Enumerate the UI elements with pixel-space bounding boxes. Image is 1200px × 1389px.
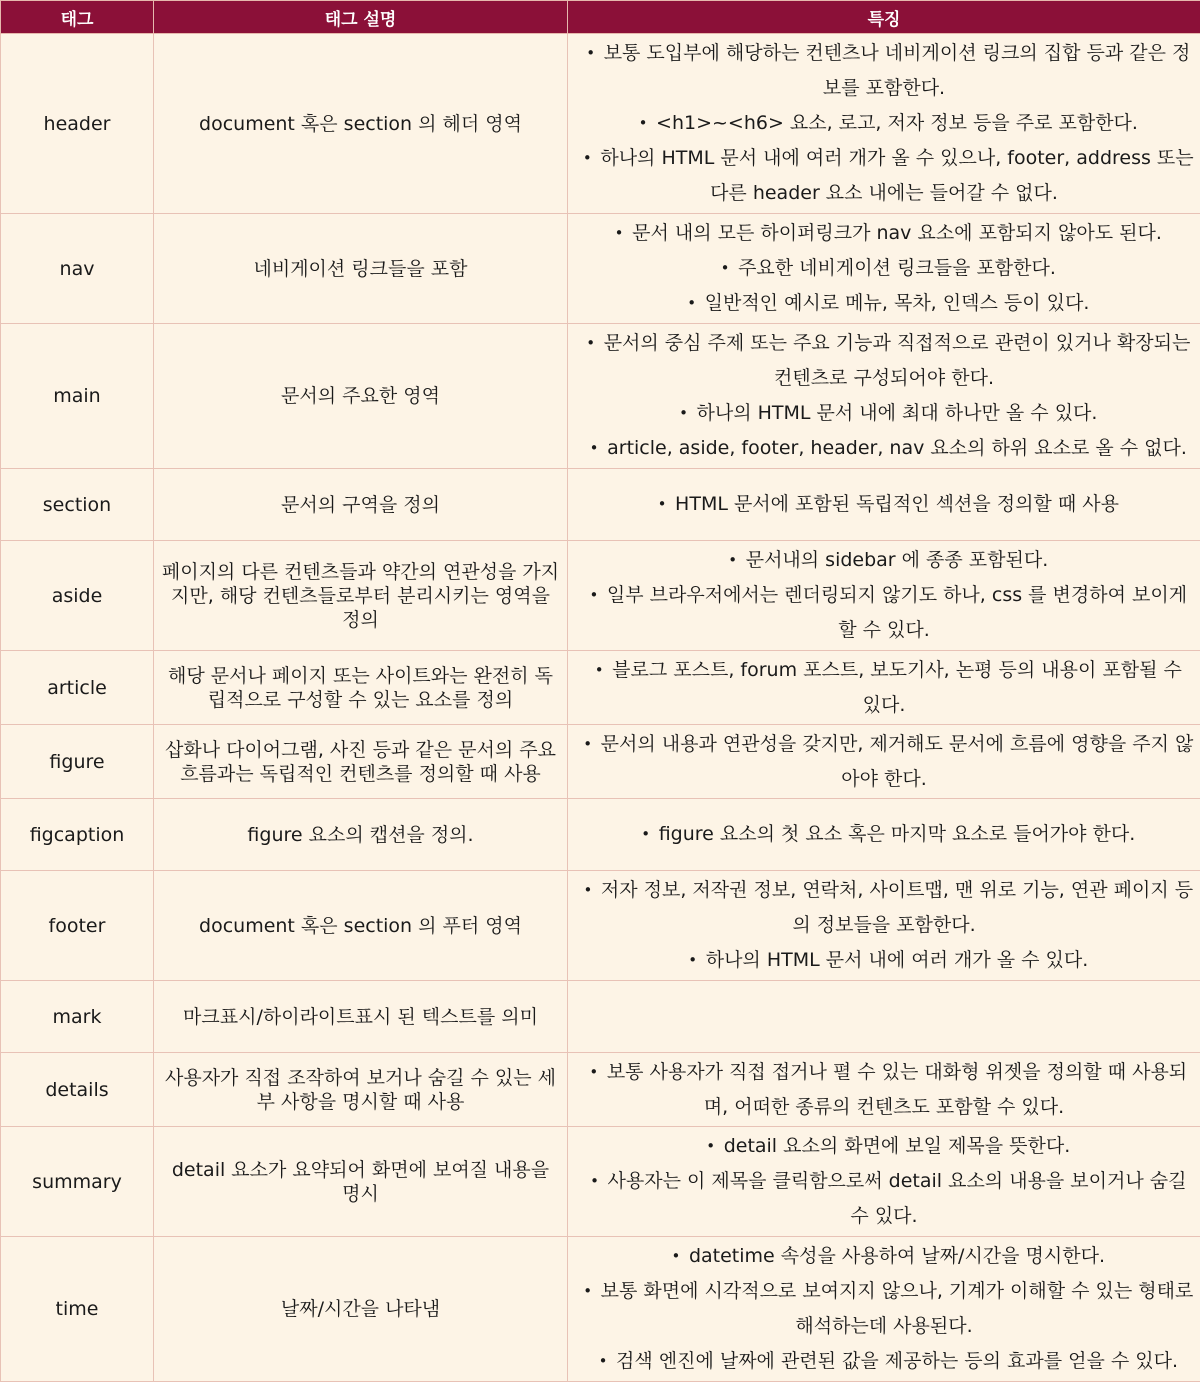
bullet-icon: •: [687, 294, 697, 312]
feature-text: 검색 엔진에 날짜에 관련된 값을 제공하는 등의 효과를 얻을 수 있다.: [616, 1350, 1178, 1372]
table-row: [1, 34, 1200, 214]
feature-text: datetime 속성을 사용하여 날짜/시간을 명시한다.: [688, 1245, 1106, 1267]
table-row: [1, 725, 1200, 799]
tag-name-cell: section: [1, 469, 154, 541]
feature-item: [574, 216, 1194, 251]
bullet-icon: •: [589, 1062, 599, 1081]
bullet-icon: •: [720, 259, 730, 277]
bullet-icon: •: [728, 551, 738, 569]
feature-item: [574, 1344, 1194, 1379]
feature-text: 저자 정보, 저작권 정보, 연락처, 사이트맵, 맨 위로 기능, 연관 페이지 등의 정보들을 포함한다.: [600, 879, 1194, 936]
table-row: [1, 1237, 1200, 1382]
feature-text: 문서 내의 모든 하이퍼링크가 nav 요소에 포함되지 않아도 된다.: [632, 222, 1162, 244]
feature-text: detail 요소의 화면에 보일 제목을 뜻한다.: [723, 1135, 1071, 1157]
tag-description-cell: detail 요소가 요약되어 화면에 보여질 내용을 명시: [154, 1127, 568, 1237]
tag-name-cell: nav: [1, 214, 154, 324]
table-row: [1, 1053, 1200, 1127]
feature-text: 보통 사용자가 직접 접거나 펼 수 있는 대화형 위젯을 정의할 때 사용되며, 어떠한 종류의 컨텐츠도 포함할 수 있다.: [606, 1060, 1188, 1118]
tag-name-cell: figure: [1, 725, 154, 799]
table-row: [1, 469, 1200, 541]
feature-item: [574, 1055, 1194, 1125]
feature-item: [574, 1274, 1194, 1344]
bullet-icon: •: [583, 1282, 593, 1300]
feature-text: 하나의 HTML 문서 내에 최대 하나만 올 수 있다.: [696, 402, 1098, 424]
bullet-icon: •: [583, 734, 593, 753]
tag-description-cell: 네비게이션 링크들을 포함: [154, 214, 568, 324]
tag-features-cell: [568, 1237, 1200, 1382]
table-row: [1, 871, 1200, 981]
bullet-icon: •: [582, 149, 592, 167]
tag-description-cell: 사용자가 직접 조작하여 보거나 숨길 수 있는 세부 사항을 명시할 때 사용: [154, 1053, 568, 1127]
feature-item: [574, 487, 1194, 522]
bullet-icon: •: [594, 660, 604, 679]
tag-features-cell: [568, 1053, 1200, 1127]
feature-item: [574, 251, 1194, 286]
feature-item: [574, 817, 1194, 852]
feature-text: 보통 화면에 시각적으로 보여지지 않으나, 기계가 이해할 수 있는 형태로 해석하는데 사용된다.: [600, 1280, 1194, 1337]
tag-features-cell: [568, 871, 1200, 981]
feature-item: [574, 727, 1194, 797]
bullet-icon: •: [671, 1247, 681, 1265]
feature-text: 보통 도입부에 해당하는 컨텐츠나 네비게이션 링크의 집합 등과 같은 정보를 포함한다.: [603, 42, 1191, 99]
tag-name-cell: aside: [1, 541, 154, 651]
bullet-icon: •: [657, 495, 667, 513]
table-row: [1, 651, 1200, 725]
tag-name-cell: footer: [1, 871, 154, 981]
tag-features-cell: [568, 214, 1200, 324]
feature-text: article, aside, footer, header, nav 요소의 하위 요소로 올 수 없다.: [607, 437, 1187, 459]
feature-item: [574, 106, 1194, 141]
tag-description-cell: 삽화나 다이어그램, 사진 등과 같은 문서의 주요 흐름과는 독립적인 컨텐츠를 정의할 때 사용: [154, 725, 568, 799]
tag-description-cell: 날짜/시간을 나타냄: [154, 1237, 568, 1382]
bullet-icon: •: [589, 586, 599, 604]
bullet-icon: •: [641, 825, 651, 843]
tag-name-cell: figcaption: [1, 799, 154, 871]
table-row: [1, 1127, 1200, 1237]
feature-text: 블로그 포스트, forum 포스트, 보도기사, 논평 등의 내용이 포함될 수 있다.: [612, 658, 1182, 716]
bullet-icon: •: [586, 334, 596, 352]
feature-item: [574, 653, 1194, 723]
feature-text: 일부 브라우저에서는 렌더링되지 않기도 하나, css 를 변경하여 보이게 할 수 있다.: [606, 584, 1188, 641]
tag-description-cell: 해당 문서나 페이지 또는 사이트와는 완전히 독립적으로 구성할 수 있는 요소를 정의: [154, 651, 568, 725]
tag-name-cell: mark: [1, 981, 154, 1053]
table-row: [1, 214, 1200, 324]
feature-text: <h1>~<h6> 요소, 로고, 저자 정보 등을 주로 포함한다.: [656, 112, 1138, 134]
tag-description-cell: 문서의 구역을 정의: [154, 469, 568, 541]
feature-text: 문서내의 sidebar 에 종종 포함된다.: [745, 549, 1049, 571]
bullet-icon: •: [590, 1172, 599, 1190]
feature-item: [574, 578, 1194, 648]
feature-item: [574, 36, 1194, 106]
tag-features-cell: [568, 469, 1200, 541]
header-description: 태그 설명: [154, 1, 568, 34]
tag-features-cell: [568, 651, 1200, 725]
header-tag: 태그: [1, 1, 154, 34]
feature-text: 하나의 HTML 문서 내에 여러 개가 올 수 있다.: [705, 949, 1089, 971]
feature-item: [574, 1164, 1194, 1234]
bullet-icon: •: [589, 439, 599, 457]
feature-text: figure 요소의 첫 요소 혹은 마지막 요소로 들어가야 한다.: [658, 823, 1136, 845]
table-row: [1, 981, 1200, 1053]
feature-item: [574, 286, 1194, 321]
bullet-icon: •: [638, 114, 648, 132]
table-row: [1, 799, 1200, 871]
tag-description-cell: document 혹은 section 의 푸터 영역: [154, 871, 568, 981]
tag-name-cell: summary: [1, 1127, 154, 1237]
tag-name-cell: header: [1, 34, 154, 214]
bullet-icon: •: [614, 224, 624, 242]
tag-features-cell: [568, 981, 1200, 1053]
tag-features-cell: [568, 725, 1200, 799]
bullet-icon: •: [586, 44, 596, 62]
feature-item: [574, 943, 1194, 978]
bullet-icon: •: [679, 404, 688, 422]
tag-features-cell: [568, 1127, 1200, 1237]
table-row: [1, 541, 1200, 651]
feature-item: [574, 396, 1194, 431]
tag-features-cell: [568, 799, 1200, 871]
feature-text: 문서의 내용과 연관성을 갖지만, 제거해도 문서에 흐름에 영향을 주지 않아야 한다.: [600, 732, 1194, 790]
tag-features-cell: [568, 324, 1200, 469]
tag-name-cell: article: [1, 651, 154, 725]
tag-name-cell: main: [1, 324, 154, 469]
bullet-icon: •: [688, 951, 698, 969]
tag-description-cell: 문서의 주요한 영역: [154, 324, 568, 469]
feature-text: 하나의 HTML 문서 내에 여러 개가 올 수 있으나, footer, address 또는 다른 header 요소 내에는 들어갈 수 없다.: [600, 147, 1194, 204]
feature-text: 주요한 네비게이션 링크들을 포함한다.: [738, 257, 1056, 279]
table-header-row: [1, 1, 1200, 34]
tag-description-cell: figure 요소의 캡션을 정의.: [154, 799, 568, 871]
bullet-icon: •: [598, 1352, 608, 1370]
tag-name-cell: details: [1, 1053, 154, 1127]
tag-features-cell: [568, 541, 1200, 651]
feature-text: 문서의 중심 주제 또는 주요 기능과 직접적으로 관련이 있거나 확장되는 컨텐츠로 구성되어야 한다.: [603, 332, 1191, 389]
bullet-icon: •: [706, 1137, 716, 1155]
feature-text: 사용자는 이 제목을 클릭함으로써 detail 요소의 내용을 보이거나 숨길 수 있다.: [607, 1170, 1187, 1227]
feature-item: [574, 141, 1194, 211]
tag-description-cell: document 혹은 section 의 헤더 영역: [154, 34, 568, 214]
tag-features-cell: [568, 34, 1200, 214]
feature-item: [574, 1239, 1194, 1274]
feature-text: 일반적인 예시로 메뉴, 목차, 인덱스 등이 있다.: [704, 292, 1090, 314]
tag-description-cell: 마크표시/하이라이트표시 된 텍스트를 의미: [154, 981, 568, 1053]
feature-item: [574, 873, 1194, 943]
feature-item: [574, 431, 1194, 466]
table-row: [1, 324, 1200, 469]
feature-item: [574, 1129, 1194, 1164]
header-features: 특징: [568, 1, 1200, 34]
feature-item: [574, 326, 1194, 396]
table-body: [1, 34, 1200, 1382]
feature-text: HTML 문서에 포함된 독립적인 섹션을 정의할 때 사용: [675, 493, 1119, 515]
bullet-icon: •: [583, 881, 593, 899]
feature-item: [574, 543, 1194, 578]
tag-description-cell: 페이지의 다른 컨텐츠들과 약간의 연관성을 가지지만, 해당 컨텐츠들로부터 분리시키는 영역을 정의: [154, 541, 568, 651]
tag-name-cell: time: [1, 1237, 154, 1382]
